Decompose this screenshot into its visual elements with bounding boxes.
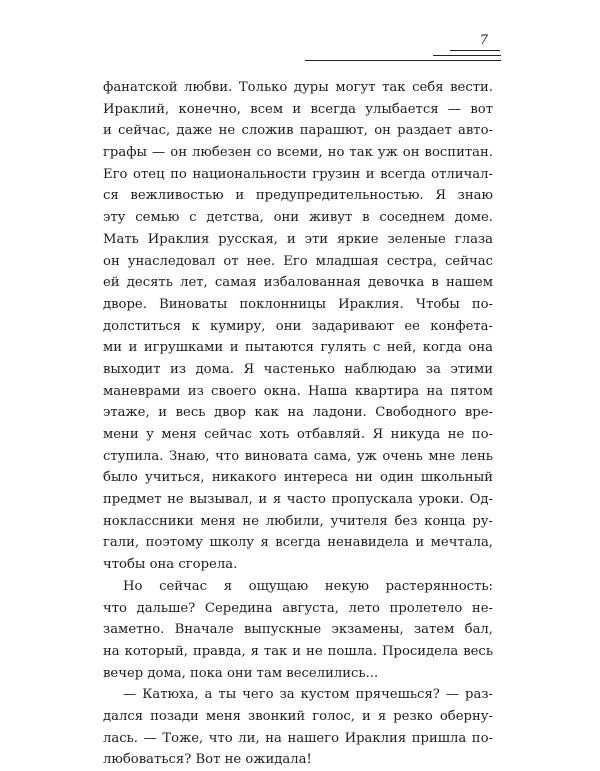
- text-line: вечер дома, пока они там веселились...: [103, 665, 379, 681]
- text-line: выходит из дома. Я частенько наблюдаю за этими: [103, 361, 493, 377]
- text-line: эту семью с детства, они живут в соседнем доме.: [103, 210, 493, 226]
- text-line: и сейчас, даже не сложив парашют, он раздает авто-: [103, 123, 493, 139]
- page-number: 7: [479, 33, 488, 48]
- text-line: маневрами из своего окна. Наша квартира на пятом: [103, 383, 493, 399]
- text-line: мени у меня сейчас хоть отбавляй. Я никуда не по-: [103, 427, 493, 442]
- text-line: Ираклий, конечно, всем и всегда улыбается — вот: [103, 101, 493, 117]
- text-line: он унаследовал от нее. Его младшая сестра, сейчас: [103, 253, 493, 269]
- header-rule-medium: [433, 55, 501, 56]
- text-line: на который, правда, я так и не пошла. Просидела весь: [103, 643, 493, 659]
- text-line: фанатской любви. Только дуры могут так себя вести.: [103, 80, 493, 95]
- text-line: долститься к кумиру, они задаривают ее конфета-: [103, 318, 493, 334]
- text-line: чтобы она сгорела.: [103, 557, 238, 573]
- text-line: заметно. Вначале выпускные экзамены, затем бал,: [103, 622, 493, 638]
- text-line: ей десять лет, самая избалованная девочка в нашем: [103, 275, 493, 291]
- text-line: дался позади меня звонкий голос, и я резко оберну-: [103, 708, 493, 724]
- text-line: ми и игрушками и пытаются гулять с ней, когда она: [103, 340, 493, 356]
- body-text: [103, 77, 493, 771]
- text-line: предмет не вызывал, и я часто пропускала уроки. Од-: [103, 492, 493, 508]
- text-line: дворе. Виноваты поклонницы Ираклия. Чтобы по-: [103, 296, 493, 312]
- header-rule-long: [305, 60, 501, 61]
- text-line: Но сейчас я ощущаю некую растерянность:: [123, 578, 493, 594]
- header-rule-short: [450, 50, 500, 51]
- text-line: было учиться, никакого интереса ни один школьный: [103, 470, 493, 486]
- text-line: — Катюха, а ты чего за кустом прячешься? — раз-: [123, 687, 493, 703]
- text-line: лась. — Тоже, что ли, на нашего Ираклия пришла по-: [103, 730, 493, 746]
- text-line: Его отец по национальности грузин и всегда отличал-: [103, 166, 493, 182]
- text-line: любоваться? Вот не ожидала!: [103, 752, 312, 768]
- text-line: этаже, и весь двор как на ладони. Свободного вре-: [103, 405, 493, 421]
- text-line: ся вежливостью и предупредительностью. Я знаю: [103, 188, 493, 204]
- text-line: что дальше? Середина августа, лето пролетело не-: [103, 600, 493, 616]
- text-line: Мать Ираклия русская, и эти яркие зеленые глаза: [103, 231, 493, 247]
- text-line: графы — он любезен со всеми, но так уж он воспитан.: [103, 145, 493, 161]
- text-line: ступила. Знаю, что виновата сама, уж очень мне лень: [103, 448, 493, 464]
- text-line: гали, поэтому школу я всегда ненавидела и мечтала,: [103, 535, 493, 551]
- text-line: ноклассники меня не любили, учителя без конца ру-: [103, 513, 493, 529]
